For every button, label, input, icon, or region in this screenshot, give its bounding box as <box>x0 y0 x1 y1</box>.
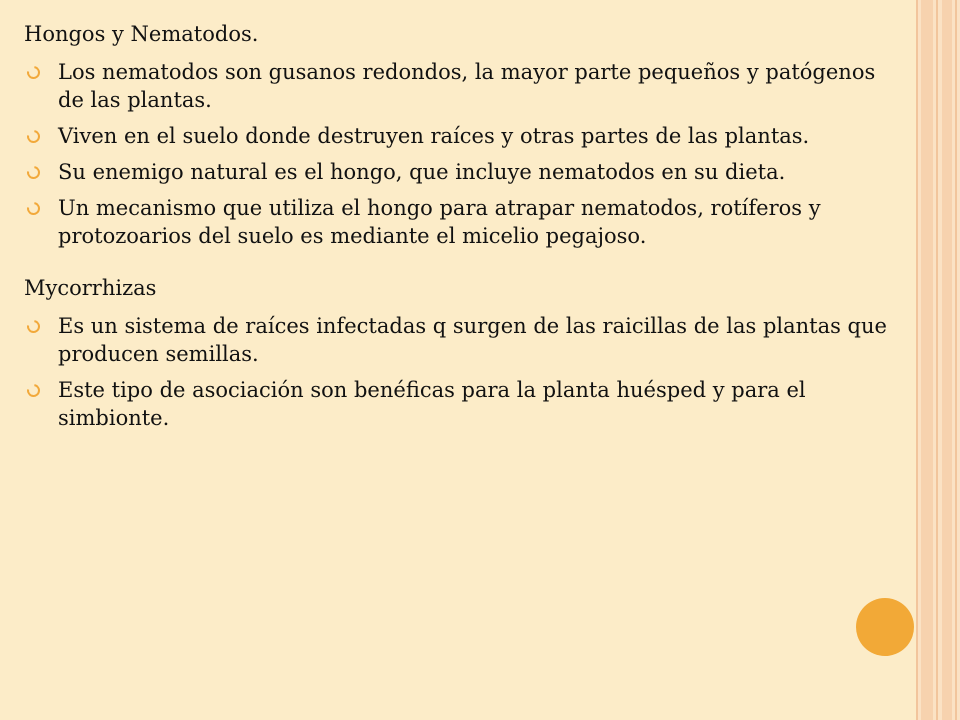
bullet-icon <box>24 163 42 181</box>
bullet-icon <box>24 63 42 81</box>
decorative-stripe <box>942 0 952 720</box>
bullet-icon <box>24 381 42 399</box>
bullet-icon <box>24 317 42 335</box>
decorative-stripe <box>936 0 938 720</box>
list-item <box>24 158 904 186</box>
bullet-list-mycorrhizas <box>24 312 904 432</box>
bullet-text: Su enemigo natural es el hongo, que incluye nematodos en su dieta. <box>58 160 786 184</box>
slide-content <box>24 20 904 440</box>
decorative-circle-icon <box>856 598 914 656</box>
bullet-text: Viven en el suelo donde destruyen raíces y otras partes de las plantas. <box>58 124 810 148</box>
list-item <box>24 122 904 150</box>
bullet-text: Este tipo de asociación son benéficas para la planta huésped y para el simbionte. <box>58 378 806 430</box>
decorative-stripe <box>955 0 957 720</box>
list-item <box>24 58 904 114</box>
bullet-icon <box>24 199 42 217</box>
decorative-stripe <box>916 0 918 720</box>
list-item <box>24 376 904 432</box>
section-heading-hongos: Hongos y Nematodos. <box>24 22 259 46</box>
bullet-icon <box>24 127 42 145</box>
bullet-text: Un mecanismo que utiliza el hongo para atrapar nematodos, rotíferos y protozoarios del suelo es mediante el micelio pegajoso. <box>58 196 821 248</box>
list-item <box>24 194 904 250</box>
section-heading-mycorrhizas: Mycorrhizas <box>24 276 157 300</box>
list-item <box>24 312 904 368</box>
bullet-text: Los nematodos son gusanos redondos, la mayor parte pequeños y patógenos de las plantas. <box>58 60 876 112</box>
bullet-list-hongos <box>24 58 904 250</box>
bullet-text: Es un sistema de raíces infectadas q surgen de las raicillas de las plantas que producen semillas. <box>58 314 887 366</box>
decorative-stripe <box>921 0 933 720</box>
